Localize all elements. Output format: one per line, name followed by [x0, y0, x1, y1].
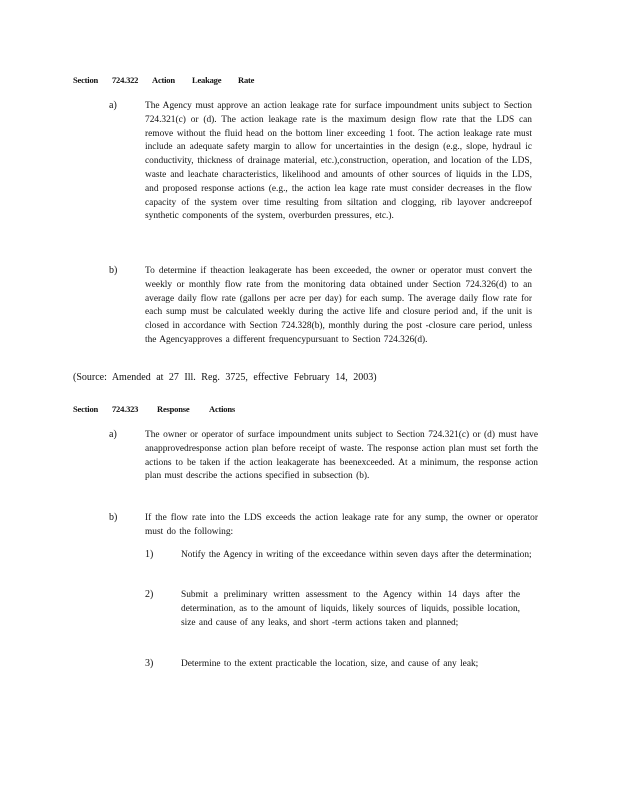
- list-item-text: Submit a preliminary written assessment to the Agency within 14 days after the determination, as to the amount of liquids, likely sources of liquids, possible location, size and cause of any leaks, and short -term actions taken and planned;: [181, 590, 520, 628]
- heading-word: Action: [152, 75, 175, 85]
- subsection-a-text: The owner or operator of surface impoundment units subject to Section 724.321(c) or (d) must have anapprovedresponse action plan before receipt of waste. The response action plan must set forth the actions to be taken if the action leakagerate has beenexceeded. At a minimum, the response action plan must describe the actions specified in subsection (b).: [145, 430, 538, 482]
- subsection-a-text: The Agency must approve an action leakage rate for surface impoundment units subject to Section 724.321(c) or (d). The action leakage rate is the maximum design flow rate that the LDS can remove without the fluid head on the bottom liner exceeding 1 foot. The action leakage rate must include an adequate safety margin to allow for uncertainties in the design (e.g., slope, hydraul ic conductivity, thickness of drainage material, etc.),construction, operation, and location of the LDS, waste and leachate characteristics, likelihood and amounts of other sources of liquids in the LDS, and proposed response actions (e.g., the action lea kage rate must consider decreases in the flow capacity of the system over time resulting from siltation and clogging, rib layover andcreepof synthetic components of the system, overburden pressures, etc.).: [145, 101, 532, 222]
- heading-number: 724.322: [112, 75, 139, 85]
- heading-word: Rate: [238, 75, 255, 85]
- subsection-b-text: To determine if theaction leakagerate has been exceeded, the owner or operator must convert the weekly or monthly flow rate from the monitoring data obtained under Section 724.326(d) to an average daily flow rate (gallons per acre per day) for each sump. The average daily flow rate for each sump must be calculated weekly during the active life and closure period and, if the unit is closed in accordance with Section 724.328(b), monthly during the post -closure care period, unless the Agencyapproves a different frequencypursuant to Section 724.326(d).: [145, 266, 532, 345]
- heading-word: Actions: [209, 404, 235, 414]
- subsection-b-text: If the flow rate into the LDS exceeds the action leakage rate for any sump, the owner or operator must do the following:: [145, 513, 538, 537]
- section-724-322-heading: [73, 75, 254, 85]
- list-item-text: Notify the Agency in writing of the exceedance within seven days after the determination;: [181, 550, 532, 560]
- heading-number: 724.323: [112, 404, 139, 414]
- heading-word: Section: [73, 404, 99, 414]
- list-item-marker: 2): [145, 589, 154, 600]
- subsection-a-marker: a): [109, 429, 117, 440]
- heading-word: Leakage: [192, 75, 222, 85]
- heading-word: Section: [73, 75, 99, 85]
- subsection-b-marker: b): [109, 512, 118, 523]
- list-item-marker: 3): [145, 658, 154, 669]
- list-item-text: Determine to the extent practicable the location, size, and cause of any leak;: [181, 659, 479, 669]
- subsection-b-marker: b): [109, 265, 118, 276]
- source-note: (Source: Amended at 27 Ill. Reg. 3725, effective February 14, 2003): [73, 372, 377, 383]
- list-item-marker: 1): [145, 549, 154, 560]
- section-724-323-heading: [73, 404, 235, 414]
- subsection-a-marker: a): [109, 100, 117, 111]
- heading-word: Response: [157, 404, 190, 414]
